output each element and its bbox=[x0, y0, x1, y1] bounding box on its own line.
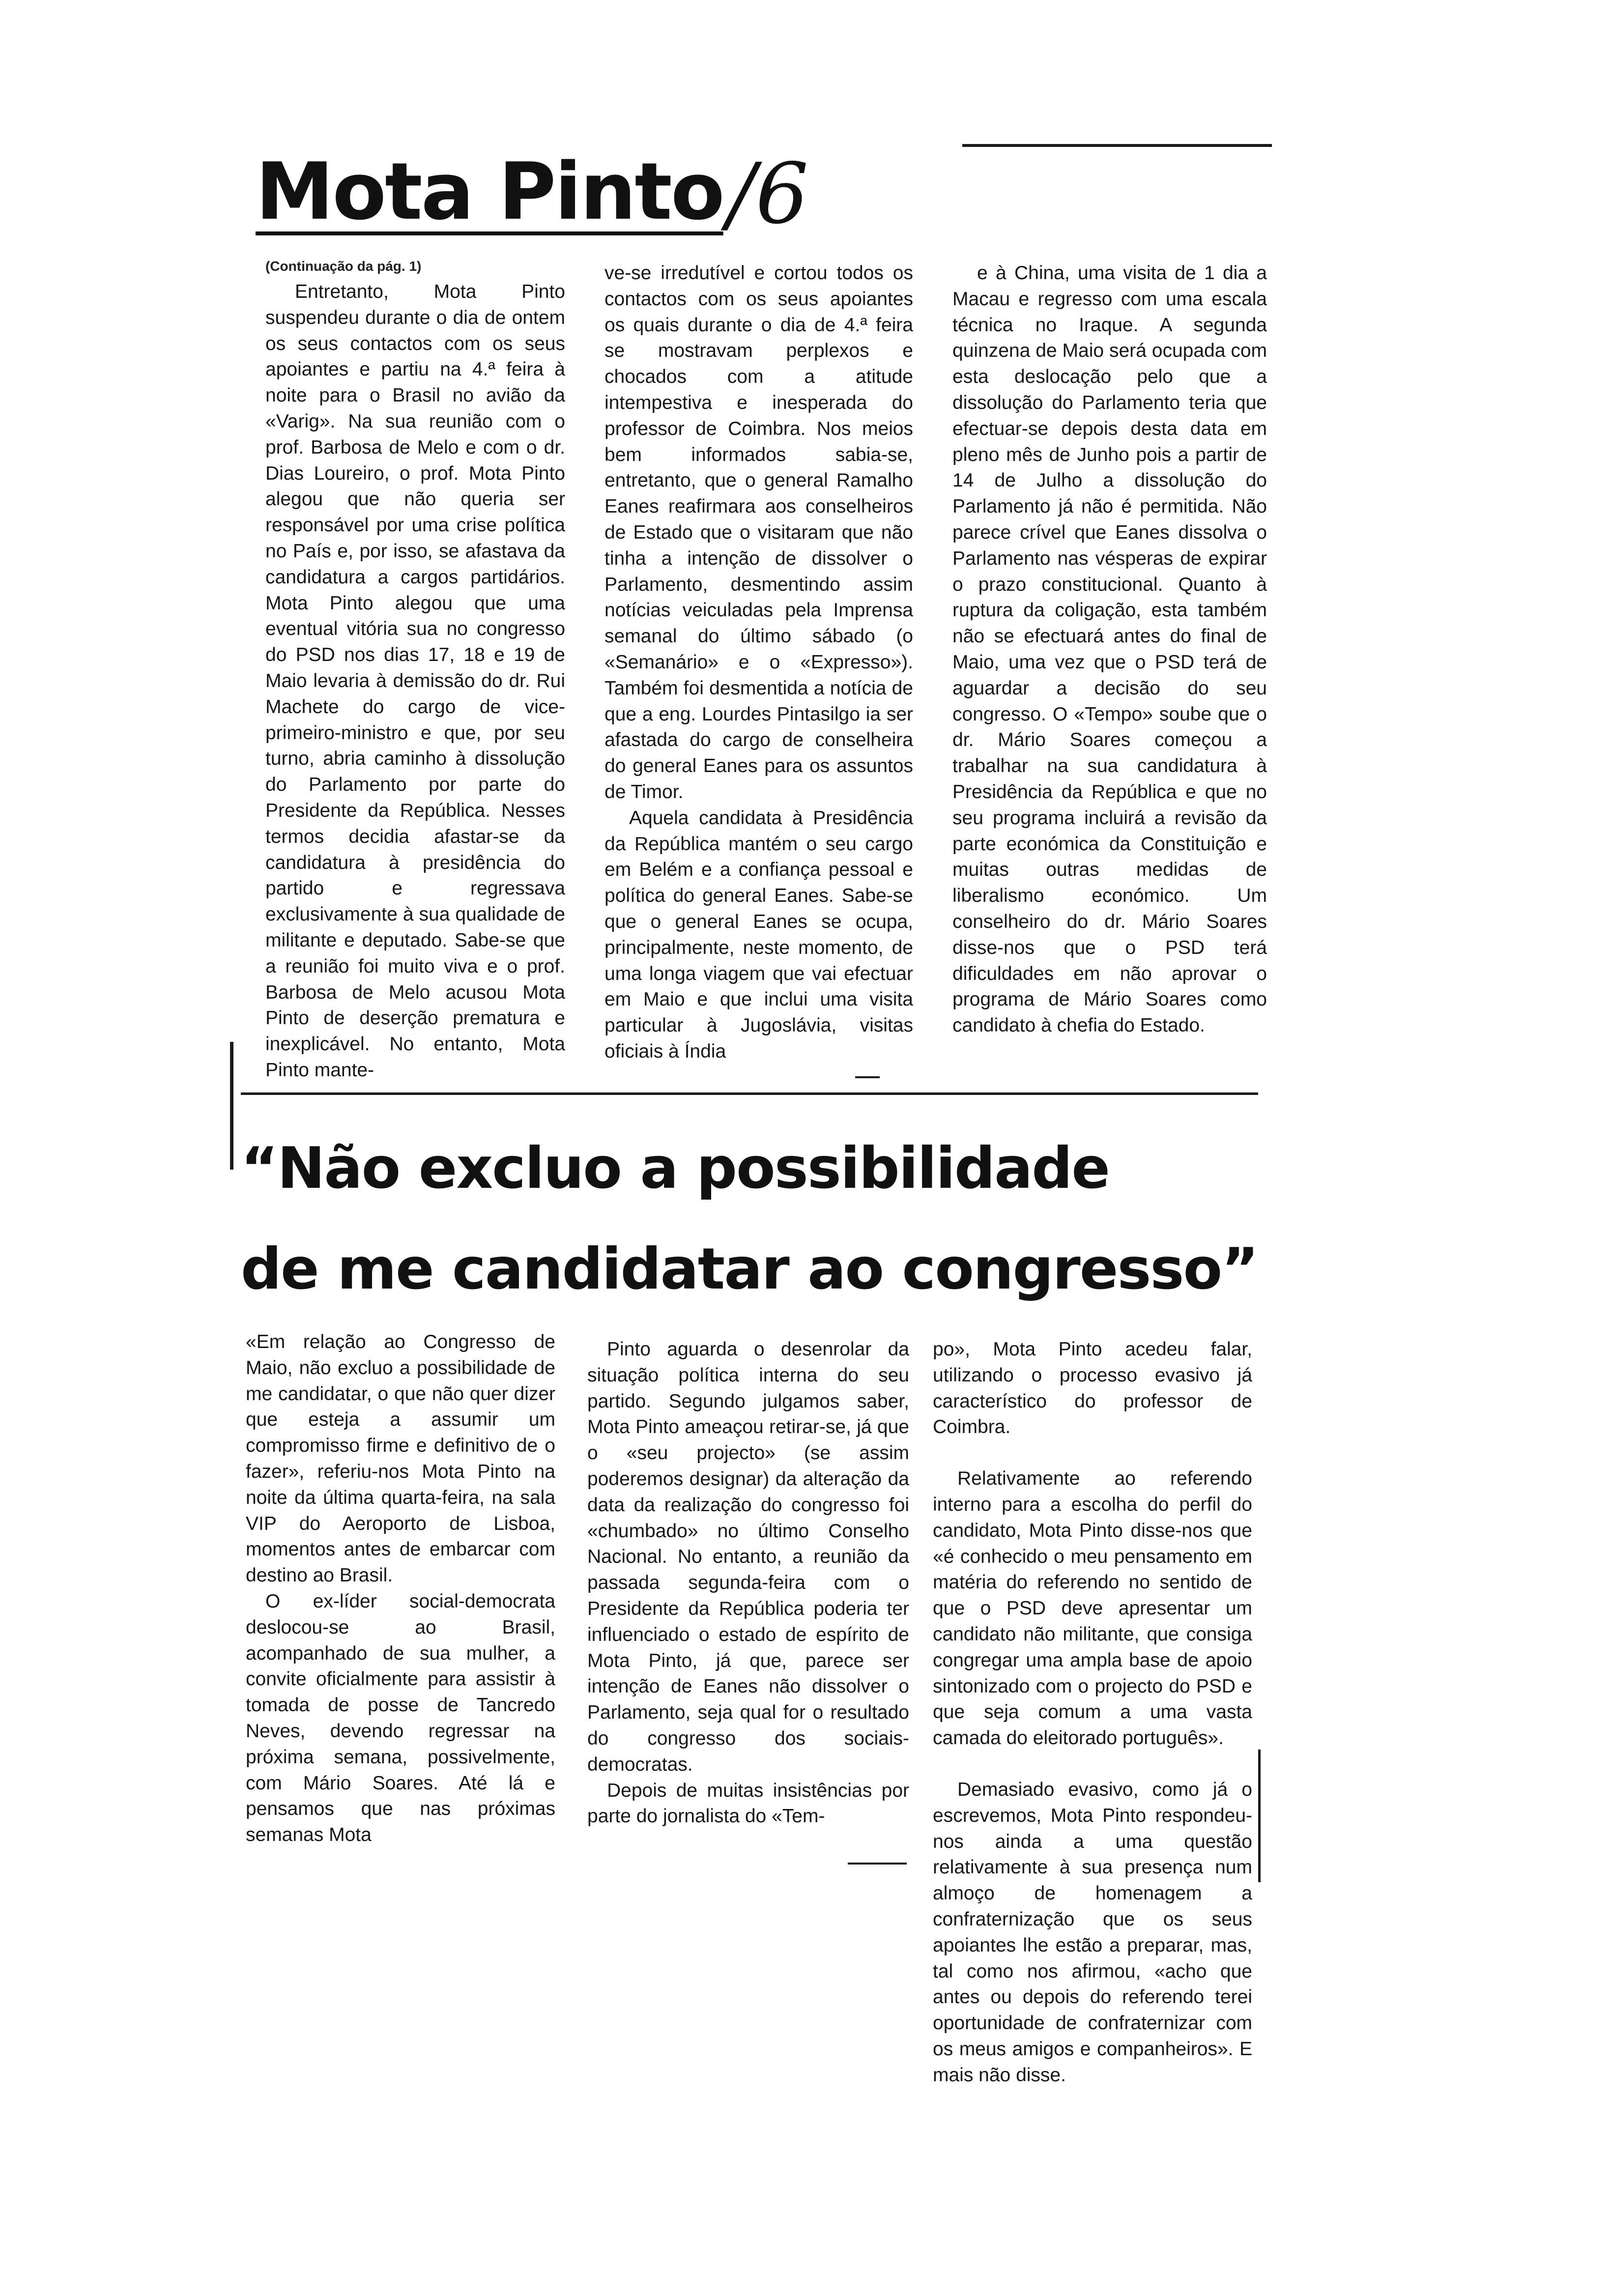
article1-col2-text: ve-se irredutível e cortou todos os contactos com os seus apoiantes os quais durante o dia de 4.ª feira se mostravam perplexos e chocados com a atitude intempestiva e inesperada do professor de Coimbra. Nos meios bem informados sabia-se, entretanto, que o general Ramalho Eanes reafirmara aos conselheiros de Estado que o visitaram que não tinha a intenção de dissolver o Parlamento, desmentindo assim notícias veiculadas pela Imprensa semanal do último sábado (o «Semanário» e o «Expresso»). Também foi desmentida a notícia de que a eng. Lourdes Pintasilgo ia ser afastada do cargo de conselheira do general Eanes para os assuntos de Timor. bbox=[604, 262, 913, 803]
article1-column-3 bbox=[952, 260, 1267, 1039]
right-margin-bracket bbox=[1258, 1750, 1261, 1882]
article1-column-1 bbox=[265, 279, 565, 1084]
article1-column-2 bbox=[604, 260, 913, 1065]
handwritten-page-mark: /6 bbox=[727, 145, 809, 243]
article2-column-1 bbox=[246, 1329, 555, 1848]
article1-col3-text: e à China, uma visita de 1 dia a Macau e regresso com uma escala técnica no Iraque. A segunda quinzena de Maio será ocupada com esta deslocação pelo que a dissolução do Parlamento teria que efectuar-se depois desta data em pleno mês de Junho pois a partir de 14 de Julho a dissolução do Parlamento já não é permitida. Não parece crível que Eanes dissolva o Parlamento nas vésperas de expirar o prazo constitucional. Quanto à ruptura da coligação, esta também não se efectuará antes do final de Maio, uma vez que o PSD terá de aguardar a decisão do seu congresso. O «Tempo» soube que o dr. Mário Soares começou a trabalhar na sua candidatura à Presidência da República e que no seu programa incluirá a revisão da parte económica da Constituição e muitas outras medidas de liberalismo económico. Um conselheiro do dr. Mário Soares disse-nos que o PSD terá dificuldades em não aprovar o programa de Mário Soares como candidato à chefia do Estado. bbox=[952, 262, 1267, 1036]
article2-col2b-text: Depois de muitas insistências por parte do jornalista do «Tem- bbox=[587, 1779, 909, 1827]
col-end-dash bbox=[848, 1863, 907, 1865]
article2-column-2 bbox=[587, 1337, 909, 1830]
margin-bracket bbox=[230, 1042, 233, 1170]
article1-col2b-text: Aquela candidata à Presidência da República mantém o seu cargo em Belém e a confiança pessoal e política do general Eanes. Sabe-se que o general Eanes se ocupa, principalmente, neste momento, de uma longa viagem que vai efectuar em Maio e que inclui uma visita particular à Jugoslávia, visitas oficiais à Índia bbox=[604, 807, 913, 1062]
headline-quote-line1: “Não excluo a possibilidade bbox=[241, 1135, 1109, 1202]
article2-col2-text: Pinto aguarda o desenrolar da situação política interna do seu partido. Segundo julgamos saber, Mota Pinto ameaçou retirar-se, já que o «seu projecto» (se assim poderemos designar) da alteração da data da realização do congresso foi «chumbado» no último Conselho Nacional. No entanto, a reunião da passada segunda-feira com o Presidente da República poderia ter influenciado o estado de espírito de Mota Pinto, já que, parece ser intenção de Eanes não dissolver o Parlamento, seja qual for o resultado do congresso dos sociais-democratas. bbox=[587, 1339, 909, 1775]
headline-mota-pinto: Mota Pinto bbox=[256, 145, 723, 237]
continuation-note: (Continuação da pág. 1) bbox=[265, 258, 422, 274]
article2-col1-text: «Em relação ao Congresso de Maio, não excluo a possibilidade de me candidatar, o que não quer dizer que esteja a assumir um compromisso firme e definitivo de o fazer», referiu-nos Mota Pinto na noite da última quarta-feira, na sala VIP do Aeroporto de Lisboa, momentos antes de embarcar com destino ao Brasil. bbox=[246, 1331, 555, 1586]
article2-column-3 bbox=[933, 1337, 1252, 2089]
col-end-dash-left bbox=[855, 1076, 880, 1078]
article2-col3-text: po», Mota Pinto acedeu falar, utilizando o processo evasivo já característico do professor de Coimbra. bbox=[933, 1339, 1252, 1438]
headline-quote-line2: de me candidatar ao congresso” bbox=[241, 1236, 1258, 1302]
article2-col3c-text: Demasiado evasivo, como já o escrevemos, Mota Pinto respondeu-nos ainda a uma questão relativamente à sua presença num almoço de homenagem a confraternização que os seus apoiantes lhe estão a preparar, mas, tal como nos afirmou, «acho que antes ou depois do referendo terei oportunidade de confraternizar com os meus amigos e companheiros». E mais não disse. bbox=[933, 1779, 1252, 2086]
section-divider bbox=[241, 1092, 1258, 1095]
article1-col1-text: Entretanto, Mota Pinto suspendeu durante o dia de ontem os seus contactos com os seus apoiantes e partiu na 4.ª feira à noite para o Brasil no avião da «Varig». Na sua reunião com o prof. Barbosa de Melo e com o dr. Dias Loureiro, o prof. Mota Pinto alegou que não queria ser responsável por uma crise política no País e, por isso, se afastava da candidatura a cargos partidários. Mota Pinto alegou que uma eventual vitória sua no congresso do PSD nos dias 17, 18 e 19 de Maio levaria à demissão do dr. Rui Machete do cargo de vice-primeiro-ministro e que, por seu turno, abria caminho à dissolução do Parlamento por parte do Presidente da República. Nesses termos decidia afastar-se da candidatura à presidência do partido e regressava exclusivamente à sua qualidade de militante e deputado. Sabe-se que a reunião foi muito viva e o prof. Barbosa de Melo acusou Mota Pinto de deserção prematura e inexplicável. No entanto, Mota Pinto mante- bbox=[265, 281, 565, 1081]
article2-col1b-text: O ex-líder social-democrata deslocou-se ao Brasil, acompanhado de sua mulher, a convite oficialmente para assistir à tomada de posse de Tancredo Neves, devendo regressar na próxima semana, possivelmente, com Mário Soares. Até lá e pensamos que nas próximas semanas Mota bbox=[246, 1590, 555, 1846]
article2-col3b-text: Relativamente ao referendo interno para a escolha do perfil do candidato, Mota Pinto disse-nos que «é conhecido o meu pensamento em matéria do referendo no sentido de que o PSD deve apresentar um candidato não militante, que consiga congregar uma ampla base de apoio sintonizado com o projecto do PSD e que seja comum a uma vasta camada do eleitorado português». bbox=[933, 1468, 1252, 1749]
top-right-rule bbox=[962, 144, 1272, 147]
